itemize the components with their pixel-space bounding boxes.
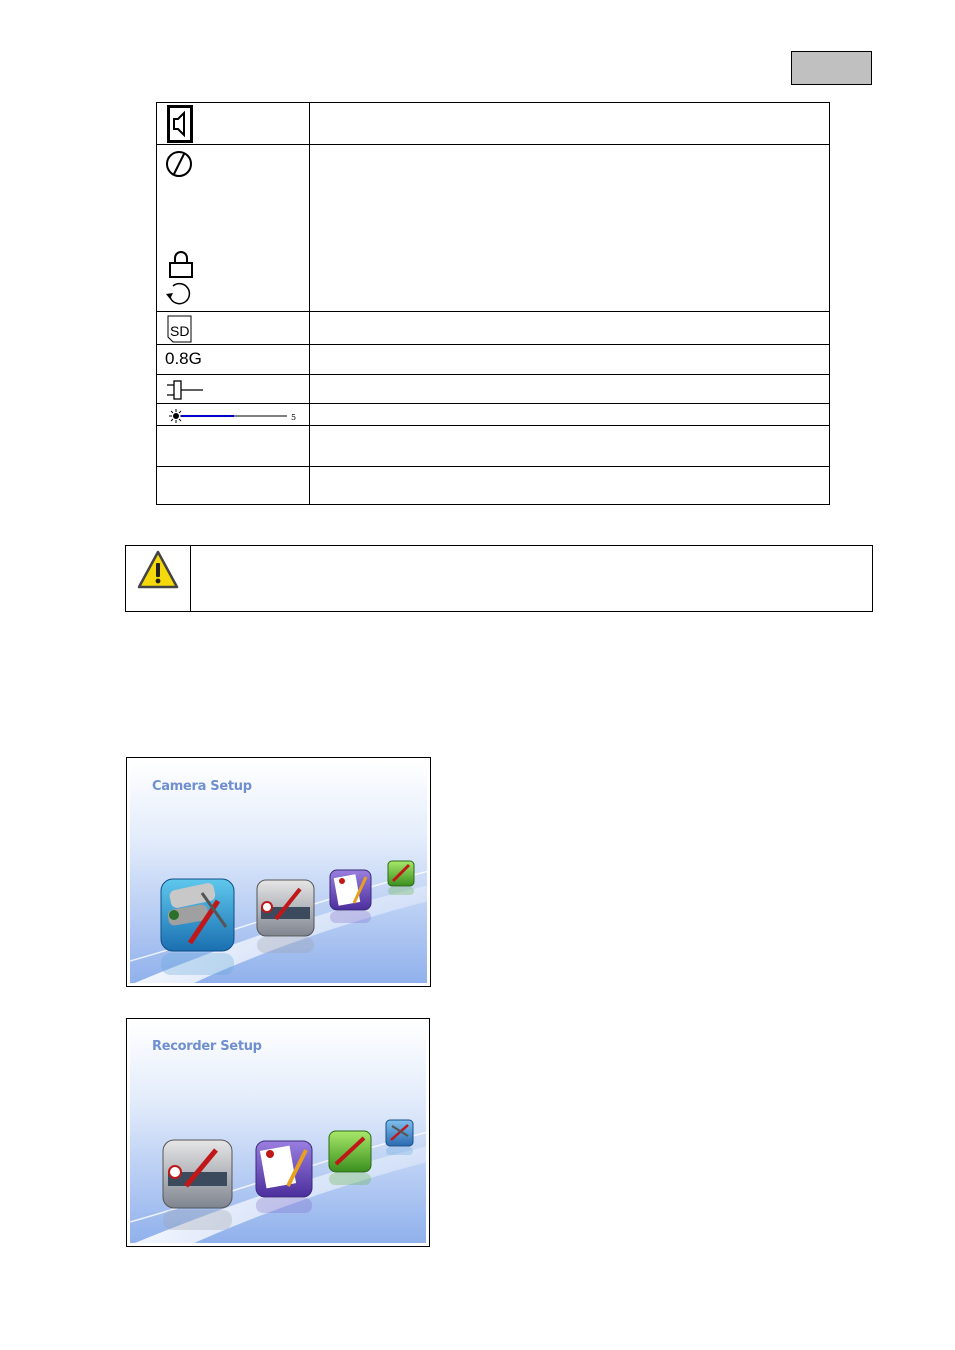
table-row — [157, 404, 830, 426]
legend-icon-cell — [157, 404, 310, 426]
legend-desc-cell — [309, 467, 829, 505]
legend-desc-cell — [309, 312, 829, 345]
table-row — [157, 103, 830, 145]
brightness-value: 5 — [291, 413, 297, 422]
rec-schedule-icon — [256, 1141, 312, 1213]
legend-desc-cell — [309, 345, 829, 375]
sd-card-icon — [167, 315, 193, 343]
table-row — [157, 312, 830, 345]
warning-triangle-icon — [136, 549, 180, 591]
recorder-setup-title: Recorder Setup — [152, 1039, 262, 1054]
legend-desc-cell — [309, 375, 829, 404]
system-setup-icon — [388, 861, 414, 895]
menu-background — [130, 1022, 426, 1243]
lock-icon — [167, 249, 195, 279]
rec-schedule-icon — [330, 870, 371, 923]
legend-desc-cell — [309, 145, 829, 312]
warning-divider — [190, 546, 191, 611]
legend-icon-cell — [157, 103, 310, 145]
recorder-setup-icon — [257, 880, 314, 953]
power-plug-icon — [166, 379, 206, 401]
legend-icon-cell — [157, 345, 310, 375]
camera-setup-screen — [130, 761, 427, 983]
legend-desc-cell — [309, 426, 829, 467]
table-row — [157, 426, 830, 467]
legend-icon-cell — [157, 426, 310, 467]
camera-setup-screenshot — [126, 757, 431, 987]
language-tab — [791, 51, 872, 85]
system-setup-icon — [329, 1131, 371, 1185]
camera-setup-icon — [386, 1120, 413, 1155]
warning-note — [125, 545, 873, 612]
brightness-slider-icon — [167, 407, 309, 425]
legend-desc-cell — [309, 103, 829, 145]
menu-background — [130, 761, 427, 983]
svg-text:SD: SD — [170, 323, 190, 339]
no-signal-icon — [165, 149, 195, 179]
table-row — [157, 345, 830, 375]
storage-capacity-label: 0.8G — [165, 349, 202, 368]
icon-legend-table — [156, 102, 830, 505]
legend-icon-cell — [157, 467, 310, 505]
legend-desc-cell — [309, 404, 829, 426]
camera-setup-icon — [161, 879, 234, 975]
table-row — [157, 375, 830, 404]
table-row — [157, 145, 830, 312]
recorder-setup-screen — [130, 1022, 426, 1243]
loop-icon — [164, 280, 194, 308]
legend-icon-cell — [157, 312, 310, 345]
speaker-icon — [167, 105, 195, 143]
legend-icon-cell — [157, 375, 310, 404]
camera-setup-title: Camera Setup — [152, 779, 252, 794]
legend-icon-cell — [157, 145, 310, 312]
recorder-setup-screenshot — [126, 1018, 430, 1247]
recorder-setup-icon — [163, 1140, 232, 1230]
table-row — [157, 467, 830, 505]
